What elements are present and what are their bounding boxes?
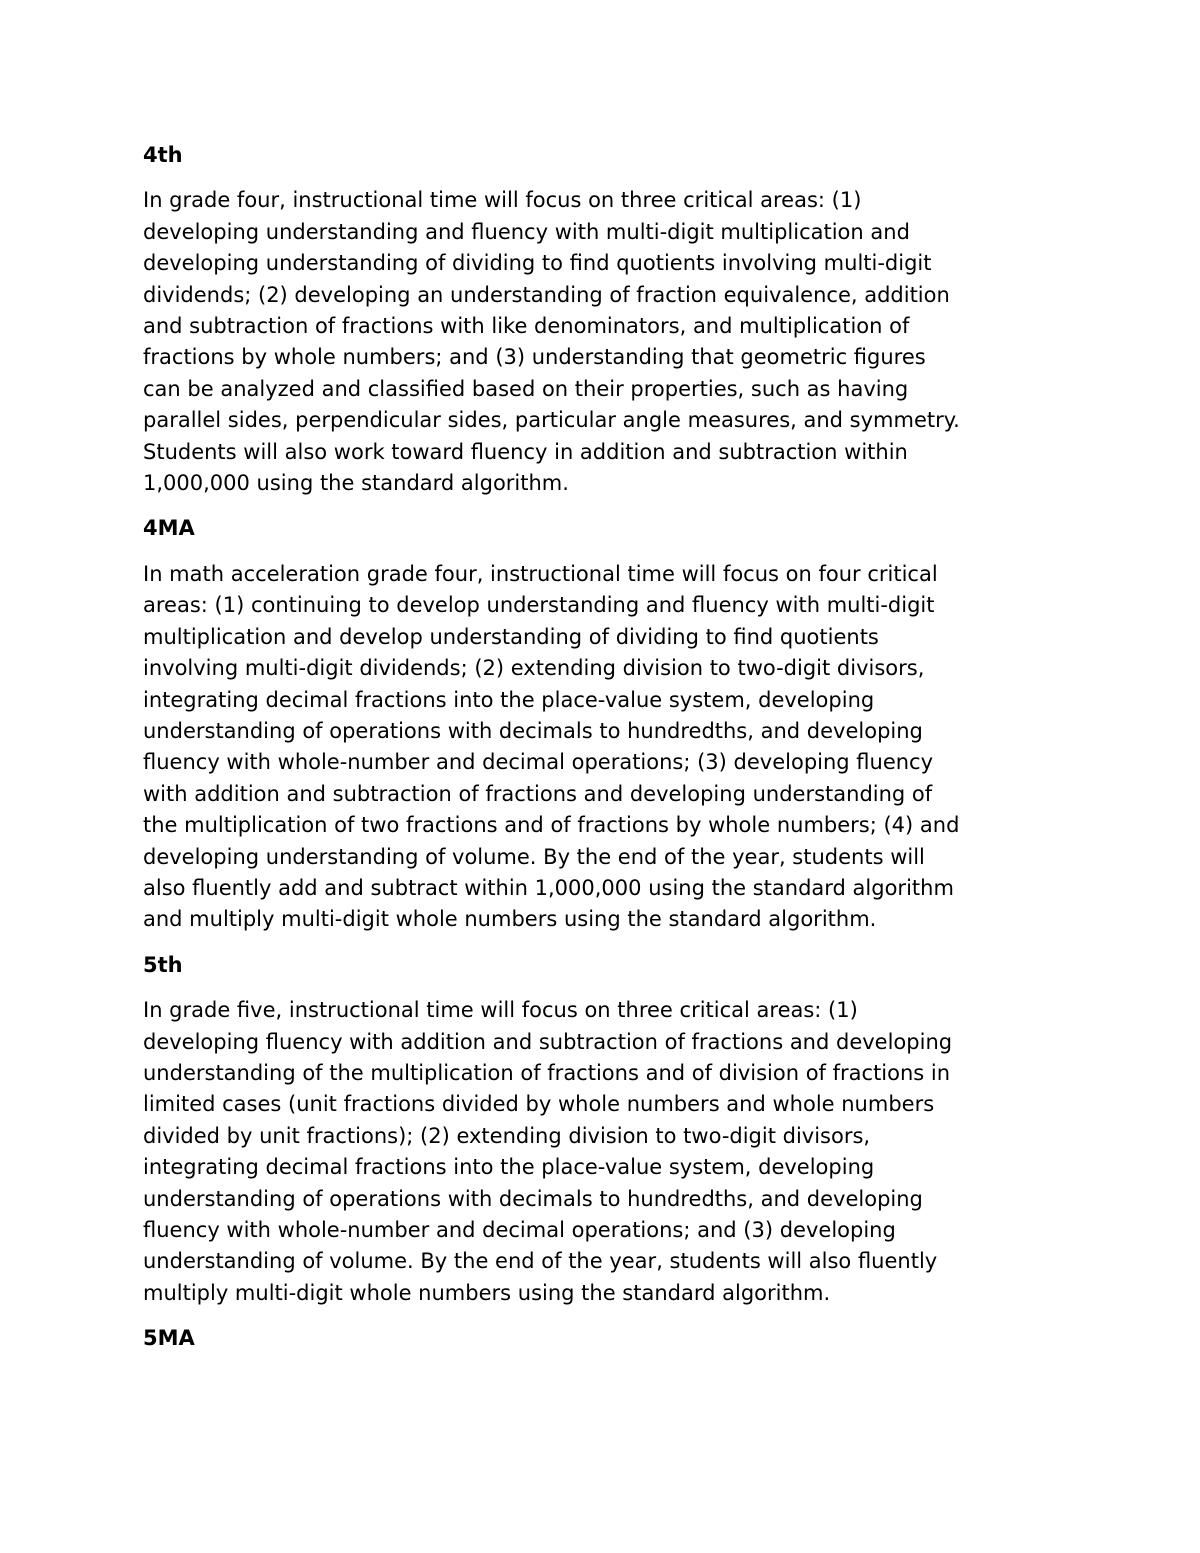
section-paragraph	[143, 559, 1073, 936]
paragraph-line: dividends; (2) developing an understanding of fraction equivalence, addition	[143, 282, 950, 307]
paragraph-line: understanding of operations with decimals to hundredths, and developing	[143, 1186, 923, 1211]
paragraph-line: understanding of volume. By the end of the year, students will also fluently	[143, 1249, 938, 1274]
paragraph-line: with addition and subtraction of fractions and developing understanding of	[143, 781, 933, 806]
section-heading: 4th	[143, 143, 183, 167]
section-5th	[143, 950, 1073, 1309]
paragraph-line: areas: (1) continuing to develop understanding and fluency with multi-digit	[143, 593, 935, 618]
paragraph-line: and multiply multi-digit whole numbers using the standard algorithm.	[143, 907, 877, 932]
section-heading: 5th	[143, 952, 183, 977]
section-4th	[143, 140, 1073, 499]
paragraph-line: integrating decimal fractions into the place-value system, developing	[143, 1155, 875, 1180]
paragraph-line: involving multi-digit dividends; (2) extending division to two-digit divisors,	[143, 656, 925, 681]
paragraph-line: parallel sides, perpendicular sides, particular angle measures, and symmetry.	[143, 408, 960, 433]
paragraph-line: and subtraction of fractions with like denominators, and multiplication of	[143, 314, 910, 339]
section-4ma	[143, 513, 1073, 935]
paragraph-line: understanding of operations with decimals to hundredths, and developing	[143, 718, 923, 743]
paragraph-line: multiply multi-digit whole numbers using the standard algorithm.	[143, 1280, 831, 1305]
paragraph-line: fractions by whole numbers; and (3) understanding that geometric figures	[143, 345, 926, 370]
paragraph-line: In math acceleration grade four, instructional time will focus on four critical	[143, 561, 938, 586]
paragraph-line: multiplication and develop understanding of dividing to find quotients	[143, 624, 879, 649]
paragraph-line: fluency with whole-number and decimal operations; (3) developing fluency	[143, 750, 934, 775]
paragraph-line: understanding of the multiplication of fractions and of division of fractions in	[143, 1060, 951, 1085]
paragraph-line: integrating decimal fractions into the place-value system, developing	[143, 687, 875, 712]
paragraph-line: 1,000,000 using the standard algorithm.	[143, 471, 569, 496]
section-heading: 5MA	[143, 1326, 195, 1351]
section-heading: 4MA	[143, 516, 195, 541]
paragraph-line: developing understanding of dividing to find quotients involving multi-digit	[143, 251, 932, 276]
section-5ma	[143, 1323, 1073, 1354]
paragraph-line: divided by unit fractions); (2) extending division to two-digit divisors,	[143, 1123, 871, 1148]
section-paragraph	[143, 995, 1073, 1309]
paragraph-line: developing understanding of volume. By the end of the year, students will	[143, 844, 925, 869]
paragraph-line: the multiplication of two fractions and of fractions by whole numbers; (4) and	[143, 813, 960, 838]
paragraph-line: can be analyzed and classified based on their properties, such as having	[143, 376, 909, 401]
paragraph-line: developing understanding and fluency with multi-digit multiplication and	[143, 219, 910, 244]
paragraph-line: fluency with whole-number and decimal operations; and (3) developing	[143, 1218, 896, 1242]
paragraph-line: Students will also work toward fluency in addition and subtraction within	[143, 439, 908, 464]
document-body	[143, 140, 1073, 1369]
paragraph-line: In grade four, instructional time will focus on three critical areas: (1)	[143, 188, 862, 213]
paragraph-line: limited cases (unit fractions divided by whole numbers and whole numbers	[143, 1092, 935, 1117]
paragraph-line: In grade five, instructional time will focus on three critical areas: (1)	[143, 998, 858, 1023]
section-paragraph	[143, 185, 1073, 499]
paragraph-line: developing fluency with addition and subtraction of fractions and developing	[143, 1029, 953, 1054]
paragraph-line: also fluently add and subtract within 1,000,000 using the standard algorithm	[143, 875, 954, 900]
